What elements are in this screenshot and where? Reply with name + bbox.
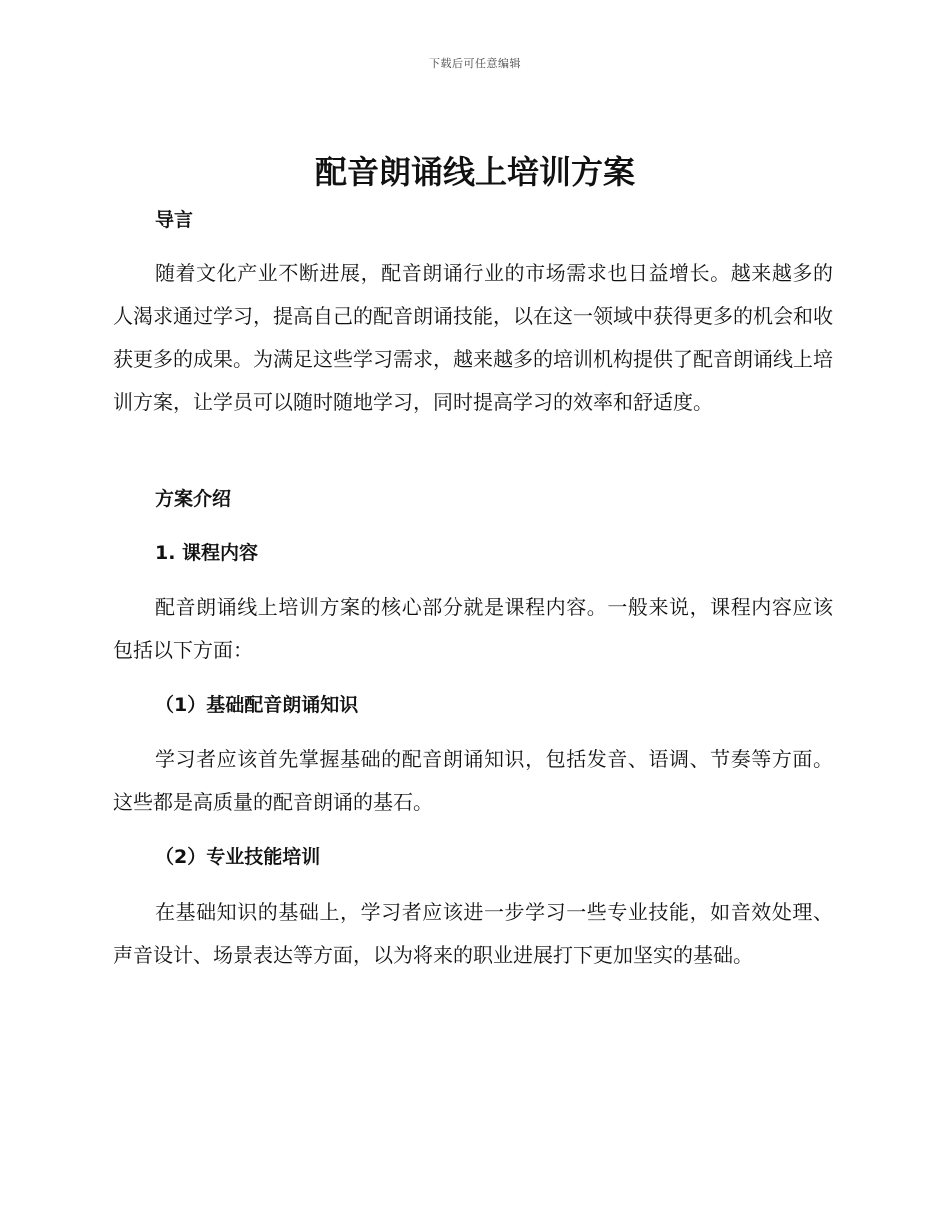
paragraph-course-content: 配音朗诵线上培训方案的核心部分就是课程内容。一般来说，课程内容应该包括以下方面： bbox=[113, 595, 833, 662]
heading-course-content: 1. 课程内容 bbox=[155, 542, 259, 564]
heading-basic-knowledge: （1）基础配音朗诵知识 bbox=[155, 694, 359, 716]
paragraph-intro: 随着文化产业不断进展，配音朗诵行业的市场需求也日益增长。越来越多的人渴求通过学习，提高自己的配音朗诵技能，以在这一领域中获得更多的机会和收获更多的成果。为满足这些学习需求，越来越多的培训机构提供了配音朗诵线上培训方案，让学员可以随时随地学习，同时提高学习的效率和舒适度。 bbox=[113, 261, 833, 414]
header-note: 下载后可任意编辑 bbox=[429, 57, 521, 70]
paragraph-basic-knowledge: 学习者应该首先掌握基础的配音朗诵知识，包括发音、语调、节奏等方面。这些都是高质量的配音朗诵的基石。 bbox=[113, 747, 833, 814]
paragraph-professional-skills: 在基础知识的基础上，学习者应该进一步学习一些专业技能，如音效处理、声音设计、场景表达等方面，以为将来的职业进展打下更加坚实的基础。 bbox=[113, 900, 833, 967]
document-title: 配音朗诵线上培训方案 bbox=[314, 153, 635, 191]
heading-professional-skills: （2）专业技能培训 bbox=[155, 846, 321, 868]
heading-plan: 方案介绍 bbox=[155, 488, 232, 510]
heading-intro: 导言 bbox=[155, 209, 194, 231]
